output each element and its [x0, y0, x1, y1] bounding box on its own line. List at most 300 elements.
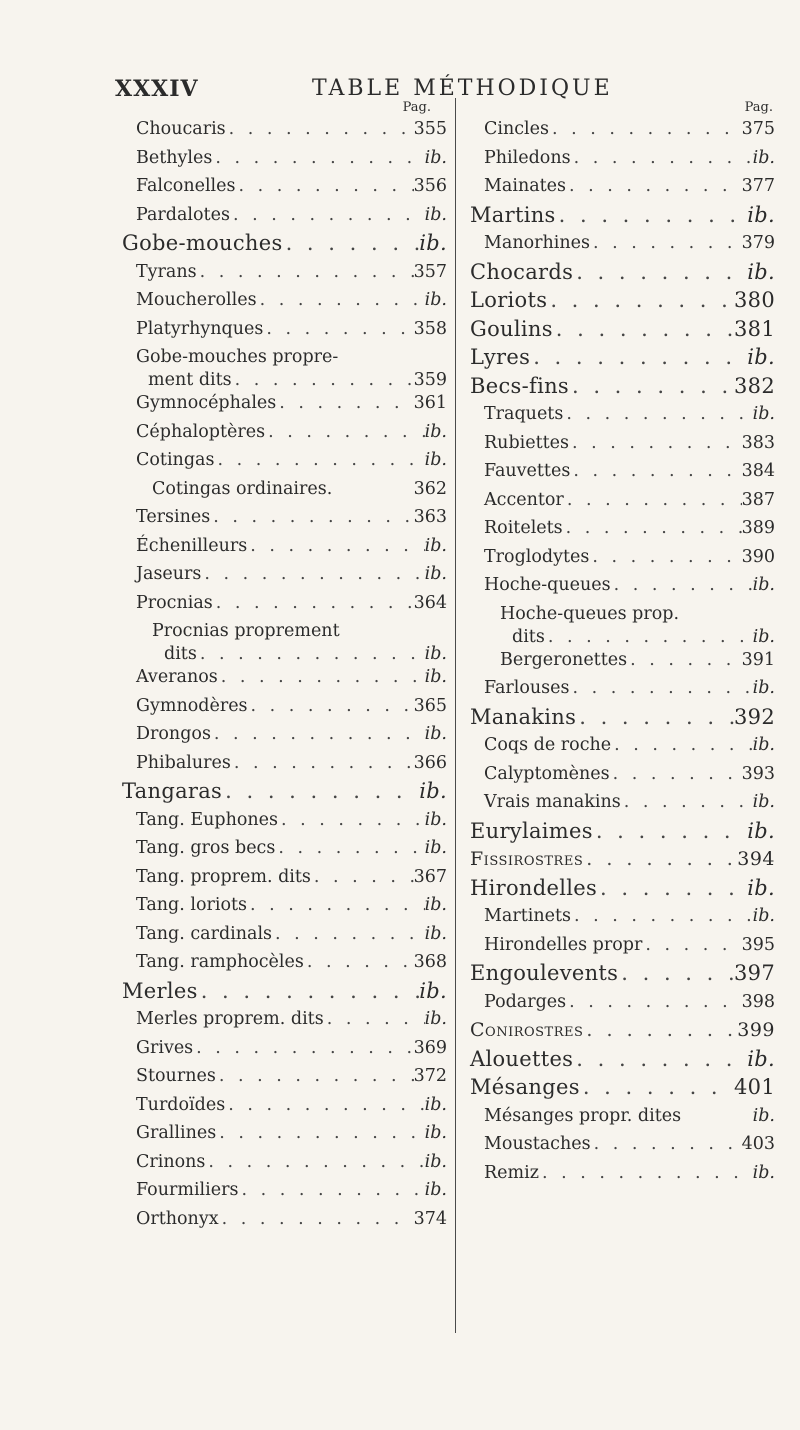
entry-page: ib. [424, 838, 447, 858]
entry-name: Loriots [470, 288, 548, 312]
entry-page: ib. [424, 644, 447, 664]
leader-dots [611, 734, 753, 757]
leader-dots [566, 991, 741, 1014]
entry-name: Philedons [484, 147, 571, 168]
entry-name: Tang. Euphones [136, 809, 279, 830]
toc-entry [122, 666, 455, 695]
entry-name: Goulins [470, 316, 553, 341]
entry-page: ib. [752, 1162, 775, 1183]
leader-dots [231, 752, 414, 775]
entry-page: ib. [752, 626, 775, 647]
leader-dots [547, 289, 734, 312]
entry-page: ib. [752, 678, 775, 698]
toc-entry [470, 734, 775, 763]
toc-entry [122, 392, 455, 421]
leader-dots [627, 649, 742, 672]
page-title: TABLE MÉTHODIQUE [312, 76, 613, 101]
toc-entry [122, 923, 455, 952]
toc-entry [470, 375, 775, 404]
entry-page: 364 [413, 592, 447, 613]
entry-page: ib. [424, 204, 447, 225]
entry-name: Eurylaimes [470, 818, 593, 843]
toc-entry [470, 118, 775, 147]
toc-entry [122, 449, 455, 478]
leader-dots [545, 626, 753, 649]
toc-entry [470, 763, 775, 792]
toc-entry [470, 261, 775, 290]
toc-entry [122, 204, 455, 233]
entry-page: ib. [424, 450, 447, 470]
leader-dots [216, 1065, 414, 1088]
leader-dots [304, 951, 414, 974]
entry-name-continued: ment dits [148, 370, 232, 390]
toc-entry [470, 706, 775, 735]
entry-name: Engoulevents [470, 961, 619, 985]
entry-page: ib. [419, 978, 447, 1003]
entry-name: Choucaris [136, 119, 226, 139]
toc-entry [470, 489, 775, 518]
toc-entry [470, 1133, 775, 1162]
leader-dots [311, 866, 414, 889]
entry-name: Turdoïdes [136, 1094, 226, 1115]
toc-entry [122, 506, 455, 535]
leader-dots [583, 848, 737, 871]
entry-name: Fauvettes [484, 461, 571, 481]
entry-page: 387 [741, 489, 775, 510]
page-number: XXXIV [115, 76, 199, 102]
leader-dots [272, 923, 425, 946]
entry-name-continued: dits [164, 644, 197, 664]
left-pag-label: Pag. [402, 100, 431, 115]
entry-name: Manakins [470, 704, 577, 729]
leader-dots [235, 175, 413, 198]
entry-name: Hirondelles propr [484, 934, 643, 955]
entry-page: ib. [424, 1009, 447, 1029]
entry-name: Alouettes [470, 1046, 574, 1071]
entry-name: Bethyles [136, 147, 213, 168]
entry-name: Tang. loriots [136, 895, 247, 915]
entry-name: Phibalures [136, 752, 231, 773]
right-entry-list [470, 118, 775, 1190]
toc-entry [470, 546, 775, 575]
toc-entry [122, 1151, 455, 1180]
toc-entry [122, 318, 455, 347]
entry-page: 366 [413, 752, 447, 773]
leader-dots [573, 261, 747, 284]
entry-page: 377 [741, 176, 775, 196]
entry-page: ib. [752, 792, 775, 812]
toc-entry [122, 695, 455, 724]
toc-entry [470, 346, 775, 375]
toc-entry [122, 752, 455, 781]
toc-entry [122, 980, 455, 1009]
entry-page: 375 [741, 119, 775, 139]
entry-name: Orthonyx [136, 1208, 219, 1229]
toc-entry [470, 175, 775, 204]
leader-dots [569, 677, 752, 700]
entry-name: Mainates [484, 176, 567, 196]
entry-name: Averanos [136, 667, 218, 687]
entry-name: Cincles [484, 119, 549, 139]
toc-entry [122, 289, 455, 318]
entry-name: Tyrans [136, 261, 197, 282]
entry-page: ib. [752, 147, 775, 168]
entry-page: ib. [747, 202, 775, 227]
leader-dots [569, 375, 734, 398]
leader-dots [563, 517, 742, 540]
entry-name: Stournes [136, 1066, 216, 1086]
leader-dots [247, 535, 424, 558]
leader-dots [570, 460, 741, 483]
entry-page: ib. [424, 290, 447, 310]
leader-dots [611, 574, 753, 597]
left-column [122, 98, 456, 1333]
toc-entry [470, 991, 775, 1020]
leader-dots [610, 763, 742, 786]
entry-page: 391 [741, 649, 775, 670]
entry-name: Moucherolles [136, 290, 257, 310]
entry-page: ib. [424, 564, 447, 584]
toc-entry [122, 421, 455, 450]
toc-entry [470, 649, 775, 678]
entry-name: Mésanges [470, 1075, 580, 1099]
entry-page: 379 [741, 233, 775, 253]
entry-page: 394 [737, 848, 775, 870]
entry-page: 403 [741, 1134, 775, 1154]
toc-entry [470, 1048, 775, 1077]
entry-name: Conirostres [470, 1019, 584, 1041]
toc-entry [470, 905, 775, 934]
entry-page: ib. [424, 1094, 447, 1115]
entry-name: Becs-fins [470, 373, 569, 398]
toc-entry [470, 574, 775, 603]
entry-name: Gobe-mouches propre- [136, 347, 339, 367]
leader-dots [571, 905, 753, 928]
entry-page: ib. [747, 818, 775, 843]
toc-entry [122, 563, 455, 592]
entry-name: Cotingas [136, 450, 215, 470]
entry-page: ib. [424, 923, 447, 944]
leader-dots [573, 1048, 747, 1071]
entry-name: Troglodytes [484, 546, 590, 567]
toc-entry [122, 723, 455, 752]
entry-name: Hoche-queues [484, 575, 611, 595]
entry-page: 374 [413, 1208, 447, 1229]
leader-dots [193, 1037, 413, 1060]
leader-dots [283, 232, 420, 255]
toc-entry [470, 1019, 775, 1048]
leader-dots [642, 934, 741, 957]
leader-dots [539, 1162, 753, 1185]
entry-name: Rubiettes [484, 432, 570, 453]
entry-name: Podarges [484, 991, 567, 1012]
toc-entry [122, 837, 455, 866]
entry-page: 359 [413, 370, 447, 390]
entry-page: ib. [424, 667, 447, 687]
leader-dots [569, 432, 742, 455]
entry-name: Remiz [484, 1162, 539, 1183]
entry-page: 384 [741, 461, 775, 481]
toc-entry [122, 1179, 455, 1208]
leader-dots [593, 820, 747, 843]
toc-entry [470, 677, 775, 706]
leader-dots [553, 318, 734, 341]
toc-entry [122, 175, 455, 204]
toc-entry [470, 820, 775, 849]
leader-dots [576, 706, 734, 729]
entry-name: Tang. ramphocèles [136, 952, 304, 972]
toc-entry [122, 346, 455, 392]
leader-dots [201, 563, 424, 586]
entry-name: Jaseurs [136, 564, 202, 584]
leader-dots [210, 506, 413, 529]
entry-page: 389 [741, 518, 775, 538]
entry-page: 390 [741, 546, 775, 567]
entry-name: Tersines [136, 507, 211, 527]
entry-page: 357 [413, 261, 447, 282]
entry-page: 393 [741, 763, 775, 784]
toc-entry [122, 592, 455, 621]
leader-dots [265, 421, 425, 444]
toc-entry [122, 620, 455, 666]
leader-dots [571, 147, 753, 170]
entry-page: ib. [424, 1180, 447, 1200]
entry-page: 398 [741, 991, 775, 1012]
entry-page: 369 [413, 1037, 447, 1058]
leader-dots [232, 369, 414, 392]
leader-dots [248, 695, 414, 718]
toc-entry [122, 118, 455, 147]
entry-page: 382 [734, 373, 775, 398]
entry-name: Drongos [136, 724, 211, 744]
leader-dots [222, 780, 419, 803]
entry-page: ib. [424, 809, 447, 830]
leader-dots [618, 962, 734, 985]
entry-name: Hoche-queues prop. [500, 603, 680, 624]
toc-entry [470, 318, 775, 347]
entry-page: 368 [413, 952, 447, 972]
entry-page: 399 [737, 1019, 775, 1041]
entry-name: Grives [136, 1037, 194, 1058]
entry-page: 380 [734, 288, 775, 312]
entry-name: Accentor [484, 489, 564, 510]
entry-page: ib. [752, 404, 775, 424]
leader-dots [263, 318, 413, 341]
leader-dots [198, 980, 420, 1003]
toc-entry [122, 535, 455, 564]
toc-entry [470, 1162, 775, 1191]
entry-name: Gymnodères [136, 695, 248, 716]
toc-entry [470, 603, 775, 649]
toc-entry [470, 289, 775, 318]
toc-entry [122, 478, 455, 507]
leader-dots [563, 403, 752, 426]
leader-dots [583, 1019, 737, 1042]
entry-page: ib. [424, 724, 447, 744]
entry-page: ib. [752, 1105, 775, 1126]
entry-name: Lyres [470, 345, 531, 369]
toc-entry [122, 866, 455, 895]
toc-entry [470, 204, 775, 233]
entry-page: ib. [747, 259, 775, 284]
toc-entry [470, 147, 775, 176]
entry-name: Platyrhynques [136, 318, 264, 339]
entry-page: 395 [741, 934, 775, 955]
entry-name: Fourmiliers [136, 1180, 239, 1200]
toc-entry [470, 791, 775, 820]
toc-entry [122, 1122, 455, 1151]
entry-name: Bergeronettes [500, 649, 628, 670]
right-pag-label: Pag. [744, 100, 773, 115]
entry-name: Fissirostres [470, 848, 584, 870]
entry-page: 358 [413, 318, 447, 339]
toc-entry [122, 1208, 455, 1237]
leader-dots [276, 392, 413, 415]
entry-page: 401 [734, 1075, 775, 1099]
leader-dots [197, 643, 425, 666]
right-column [470, 98, 775, 1190]
entry-name: Gymnocéphales [136, 393, 277, 413]
entry-name: Tangaras [122, 779, 223, 803]
leader-dots [590, 232, 742, 255]
entry-name: Manorhines [484, 233, 590, 253]
leader-dots [549, 118, 742, 141]
toc-entry [470, 432, 775, 461]
leader-dots [219, 1208, 414, 1231]
leader-dots [238, 1179, 424, 1202]
toc-entry [122, 951, 455, 980]
leader-dots [556, 204, 748, 227]
leader-dots [230, 204, 425, 227]
entry-page: ib. [424, 1151, 447, 1172]
entry-page: ib. [752, 735, 775, 755]
leader-dots [566, 175, 742, 198]
entry-page: ib. [419, 231, 447, 255]
entry-name: Farlouses [484, 678, 570, 698]
leader-dots [597, 877, 747, 900]
entry-name: Falconelles [136, 176, 236, 196]
entry-name: Tang. cardinals [136, 923, 273, 944]
leader-dots [226, 118, 414, 141]
toc-entry [122, 232, 455, 261]
entry-name: Hirondelles [470, 875, 598, 900]
leader-dots [257, 289, 425, 312]
entry-page: 381 [734, 316, 775, 341]
entry-name: Merles proprem. dits [136, 1009, 324, 1029]
leader-dots [278, 809, 425, 832]
entry-name: Calyptomènes [484, 763, 610, 784]
entry-page: 392 [734, 704, 775, 729]
toc-entry [122, 261, 455, 290]
toc-entry [470, 877, 775, 906]
leader-dots [621, 791, 753, 814]
entry-name: Gobe-mouches [122, 231, 283, 255]
leader-dots [205, 1151, 424, 1174]
entry-name: Tang. gros becs [136, 838, 276, 858]
toc-entry [470, 962, 775, 991]
leader-dots [247, 894, 425, 917]
leader-dots [564, 489, 742, 512]
leader-dots [324, 1008, 425, 1031]
entry-page: 361 [413, 393, 447, 413]
entry-name: Cotingas ordinaires. [152, 478, 333, 499]
leader-dots [275, 837, 424, 860]
toc-entry [470, 517, 775, 546]
entry-page: ib. [419, 779, 447, 803]
entry-page: 355 [413, 119, 447, 139]
leader-dots [212, 147, 424, 170]
leader-dots [211, 723, 425, 746]
entry-name: Moustaches [484, 1134, 591, 1154]
toc-entry [470, 232, 775, 261]
entry-page: 362 [413, 478, 447, 499]
entry-name: Merles [122, 978, 198, 1003]
toc-entry [470, 460, 775, 489]
entry-name-continued: dits [512, 626, 545, 647]
entry-page: ib. [424, 895, 447, 915]
toc-entry [122, 1065, 455, 1094]
entry-name: Vrais manakins [484, 792, 621, 812]
entry-page: ib. [424, 421, 447, 442]
entry-page: ib. [424, 535, 447, 556]
toc-entry [122, 780, 455, 809]
entry-page: 365 [413, 695, 447, 716]
entry-page: 372 [413, 1066, 447, 1086]
leader-dots [214, 449, 424, 472]
leader-dots [591, 1133, 742, 1156]
entry-name: Pardalotes [136, 204, 230, 225]
entry-name: Procnias proprement [152, 621, 340, 641]
entry-page: 356 [413, 176, 447, 196]
entry-page: ib. [747, 875, 775, 900]
toc-entry [470, 848, 775, 877]
toc-entry [122, 1094, 455, 1123]
entry-name: Échenilleurs [136, 535, 248, 556]
entry-name: Grallines [136, 1123, 217, 1143]
entry-name: Chocards [470, 259, 574, 284]
entry-name: Céphaloptères [136, 421, 266, 442]
entry-page: ib. [424, 1123, 447, 1143]
entry-page: ib. [424, 147, 447, 168]
entry-name: Mésanges propr. dites [484, 1105, 682, 1126]
leader-dots [580, 1076, 734, 1099]
leader-dots [218, 666, 425, 689]
toc-entry [122, 809, 455, 838]
toc-entry [470, 934, 775, 963]
entry-page: 383 [741, 432, 775, 453]
leader-dots [530, 346, 747, 369]
entry-name: Martins [470, 202, 556, 227]
entry-page: 363 [413, 507, 447, 527]
left-entry-list [122, 118, 455, 1236]
toc-entry [122, 894, 455, 923]
entry-page: ib. [752, 906, 775, 926]
toc-entry [122, 1037, 455, 1066]
entry-name: Crinons [136, 1151, 206, 1172]
entry-page: ib. [747, 1046, 775, 1071]
entry-name: Roitelets [484, 518, 563, 538]
leader-dots [216, 1122, 424, 1145]
leader-dots [197, 261, 414, 284]
entry-page: ib. [747, 345, 775, 369]
entry-name: Coqs de roche [484, 735, 612, 755]
entry-name: Martinets [484, 906, 571, 926]
entry-page: 367 [413, 866, 447, 887]
leader-dots [213, 592, 414, 615]
leader-dots [225, 1094, 424, 1117]
entry-page: ib. [752, 575, 775, 595]
toc-entry [122, 1008, 455, 1037]
